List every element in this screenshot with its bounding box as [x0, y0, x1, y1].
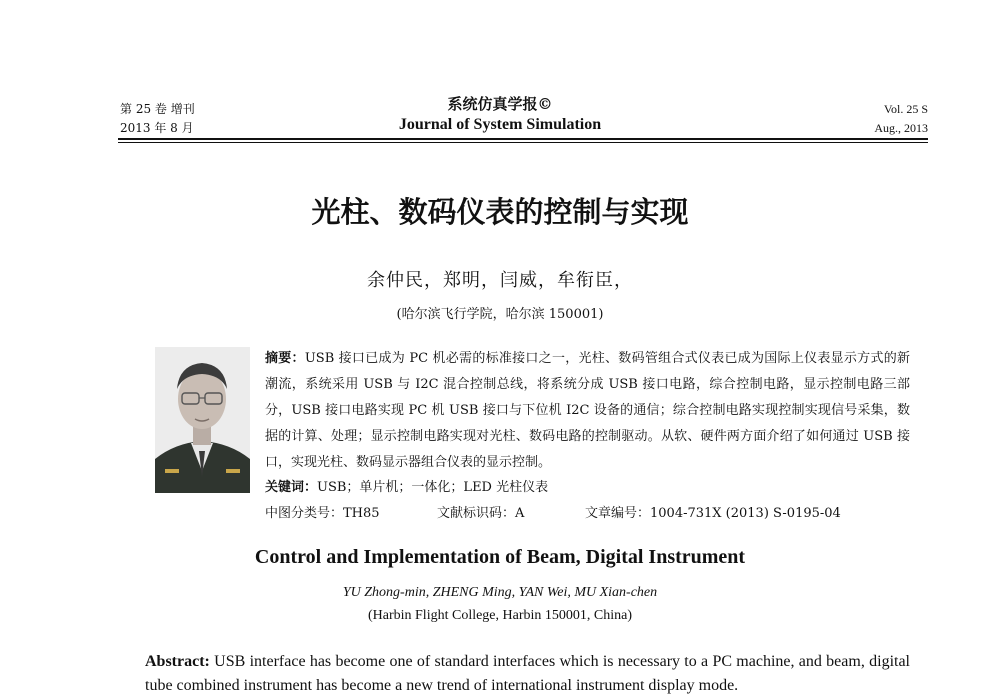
keywords-label: 关键词：: [265, 480, 318, 495]
abstract-en-text: USB interface has become one of standard interfaces which is necessary to a PC machine, and beam, digital tube combined instrument has become a new trend of international instrument display mode.: [145, 653, 911, 694]
keywords-text: USB；单片机；一体化；LED 光柱仪表: [317, 480, 549, 495]
volume-issue: 第 25 卷 增刊: [120, 102, 195, 116]
abstract-cn: [265, 346, 910, 476]
volume-info: [874, 100, 928, 138]
header-rule-thin: [118, 142, 928, 143]
abstract-en: [145, 650, 910, 698]
volume-number: Vol. 25 S: [883, 102, 928, 116]
journal-name-cn: 系统仿真学报©: [447, 95, 553, 113]
paper-title: 光柱、数码仪表的控制与实现: [311, 195, 689, 229]
english-affiliation: (Harbin Flight College, Harbin 150001, China): [367, 608, 633, 623]
document-code: 文献标识码：A: [437, 506, 525, 521]
abstract-cn-label: 摘要：: [265, 351, 305, 366]
classification-line: [265, 504, 965, 524]
issue-date: 2013 年 8 月: [120, 121, 194, 135]
author-list: 余仲民，郑明，闫威，牟衔臣，: [367, 270, 633, 291]
affiliation: (哈尔滨飞行学院，哈尔滨 150001): [396, 307, 604, 322]
author-photo: [155, 347, 250, 493]
journal-masthead: [0, 93, 1000, 134]
keywords: [265, 478, 910, 498]
journal-name-en: Journal of System Simulation: [398, 116, 602, 133]
volume-date: Aug., 2013: [874, 121, 928, 135]
clc-number: 中图分类号：TH85: [265, 506, 380, 521]
article-number: 文章编号：1004-731X (2013) S-0195-04: [585, 506, 841, 521]
english-title: Control and Implementation of Beam, Digital Instrument: [254, 546, 746, 568]
abstract-en-label: Abstract:: [145, 653, 210, 670]
header-rule-thick: [118, 138, 928, 140]
english-authors: YU Zhong-min, ZHENG Ming, YAN Wei, MU Xian-chen: [342, 585, 658, 600]
abstract-cn-text: USB 接口已成为 PC 机必需的标准接口之一，光柱、数码管组合式仪表已成为国际上仪表显示方式的新潮流，系统采用 USB 与 I2C 混合控制总线，将系统分成 USB 接口电路，综合控制电路，显示控制电路三部分，USB 接口电路实现 PC 机 USB 接口与下位机 I2C 设备的通信；综合控制电路实现控制实现信号采集，数据的计算、处理；显示控制电路实现对光柱、数码电路的控制驱动。从软、硬件两方面介绍了如何通过 USB 接口，实现光柱、数码显示器组合仪表的显示控制。: [265, 351, 910, 470]
